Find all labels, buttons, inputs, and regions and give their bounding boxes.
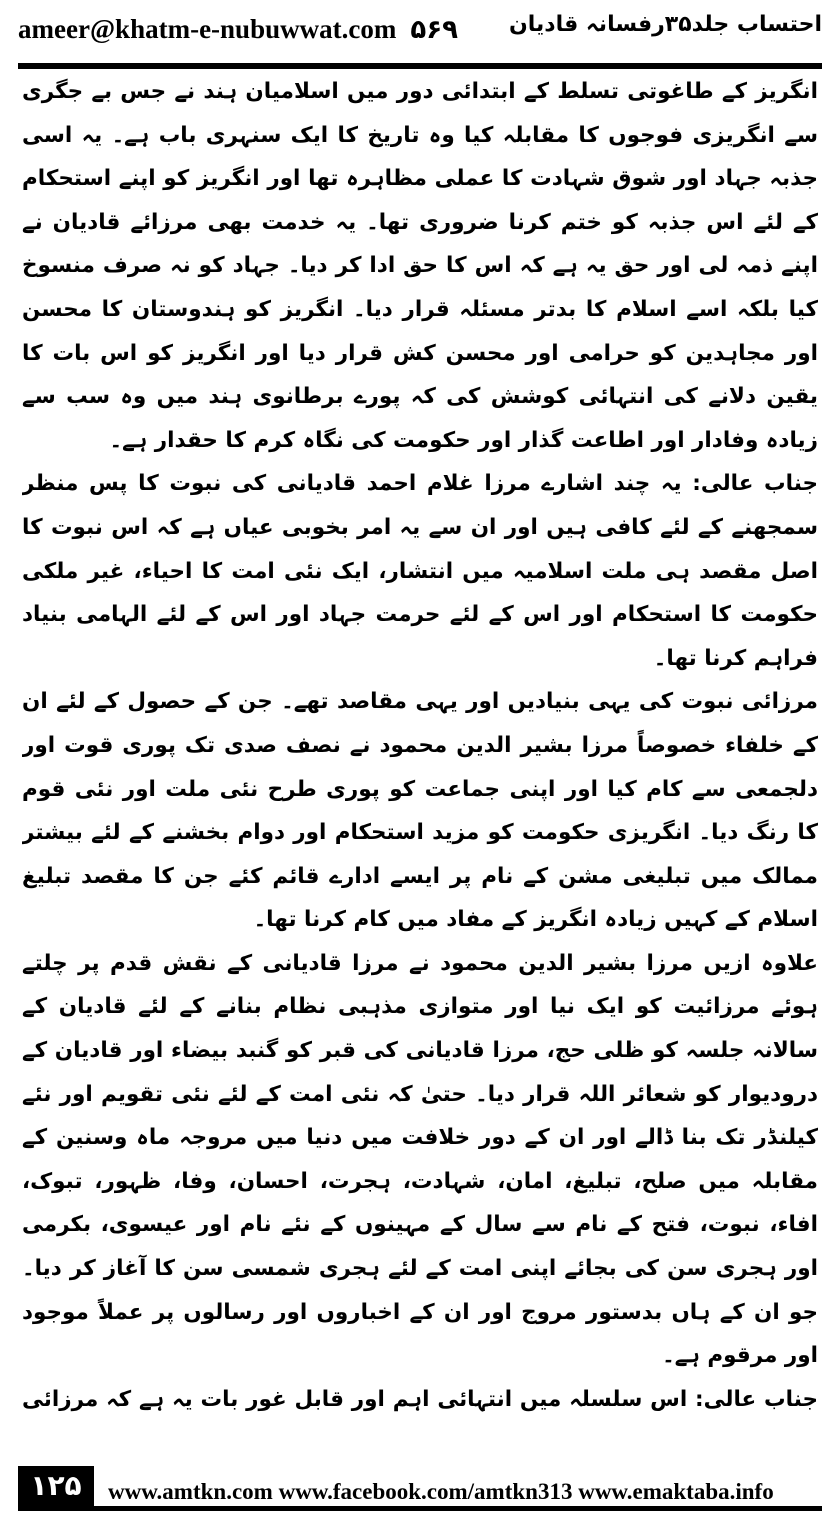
paragraph-5: جناب عالی: اس سلسلہ میں انتہائی اہم اور قابل غور بات یہ ہے کہ مرزائی (22, 1386, 818, 1412)
body-text (22, 70, 818, 1422)
footer-links[interactable]: www.amtkn.com www.facebook.com/amtkn313 www.emaktaba.info (108, 1479, 774, 1504)
footer-page-number: ۱۲۵ (18, 1466, 94, 1506)
header-book-title: احتساب جلد۳۵رفسانہ قادیان (509, 12, 822, 37)
header-rule (18, 63, 822, 69)
page-header (18, 12, 822, 56)
header-left (18, 14, 458, 45)
paragraph-4: علاوہ ازیں مرزا بشیر الدین محمود نے مرزا قادیانی کے نقش قدم پر چلتے ہوئے مرزائیت کو ایک نیا اور متوازی مذہبی نظام بنانے کے لئے قادیان کے سالانہ جلسہ کو ظلی حج، مرزا قادیانی کی قبر کو گنبد بیضاء اور قادیان کے درودیوار کو شعائر اللہ قرار دیا۔ حتیٰ کہ نئی امت کے لئے نئی تقویم اور نئے کیلنڈر تک بنا ڈالے اور ان کے دور خلافت میں دنیا میں مروجہ ماہ وسنین کے مقابلہ میں صلح، تبلیغ، امان، شہادت، ہجرت، احسان، وفا، ظہور، تبوک، افاء، نبوت، فتح کے نام سے سال کے مہینوں کے نئے نام اور عیسوی، بکرمی اور ہجری سن کی بجائے اپنی امت کے لئے ہجری شمسی سن کا آغاز کر دیا۔ جو ان کے ہاں بدستور مروج اور ان کے اخباروں اور رسالوں پر عملاً موجود اور مرقوم ہے۔ (22, 950, 818, 1369)
paragraph-3: مرزائی نبوت کی یہی بنیادیں اور یہی مقاصد تھے۔ جن کے حصول کے لئے ان کے خلفاء خصوصاً مرزا بشیر الدین محمود نے نصف صدی تک پوری قوت اور دلجمعی سے کام کیا اور اپنی جماعت کو پوری طرح نئی ملت اور نئی قوم کا رنگ دیا۔ انگریزی حکومت کو مزید استحکام اور دوام بخشنے کے لئے بیشتر ممالک میں تبلیغی مشن کے نام پر ایسے ادارے قائم کئے جن کا مقصد تبلیغ اسلام کے کہیں زیادہ انگریز کے مفاد میں کام کرنا تھا۔ (22, 689, 818, 933)
header-email: ameer@khatm-e-nubuwwat.com (18, 14, 397, 44)
paragraph-2: جناب عالی: یہ چند اشارے مرزا غلام احمد قادیانی کی نبوت کا پس منظر سمجھنے کے لئے کافی ہیں اور ان سے یہ امر بخوبی عیاں ہے کہ اس نبوت کا اصل مقصد ہی ملت اسلامیہ میں انتشار، ایک نئی امت کا احیاء، غیر ملکی حکومت کا استحکام اور اس کے لئے حرمت جہاد اور اس کے لئے الہامی بنیاد فراہم کرنا تھا۔ (22, 471, 818, 671)
footer-rule (18, 1506, 822, 1511)
paragraph-1: انگریز کے طاغوتی تسلط کے ابتدائی دور میں اسلامیان ہند نے جس بے جگری سے انگریزی فوجوں کا مقابلہ کیا وہ تاریخ کا ایک سنہری باب ہے۔ یہ اسی جذبہ جہاد اور شوق شہادت کا عملی مظاہرہ تھا اور انگریز کو اپنے استحکام کے لئے اس جذبہ کو ختم کرنا ضروری تھا۔ یہ خدمت بھی مرزائے قادیان نے اپنے ذمہ لی اور حق یہ ہے کہ اس کا حق ادا کر دیا۔ جہاد کو نہ صرف منسوخ کیا بلکہ اسے اسلام کا بدتر مسئلہ قرار دیا۔ انگریز کو ہندوستان کا محسن اور مجاہدین کو حرامی اور محسن کش قرار دیا اور انگریز کو اس بات کا یقین دلانے کی انتہائی کوشش کی کہ پورے برطانوی ہند میں وہ سب سے زیادہ وفادار اور اطاعت گذار اور حکومت کی نگاہ کرم کا حقدار ہے۔ (22, 79, 818, 453)
header-page-number: ۵۶۹ (410, 15, 458, 45)
